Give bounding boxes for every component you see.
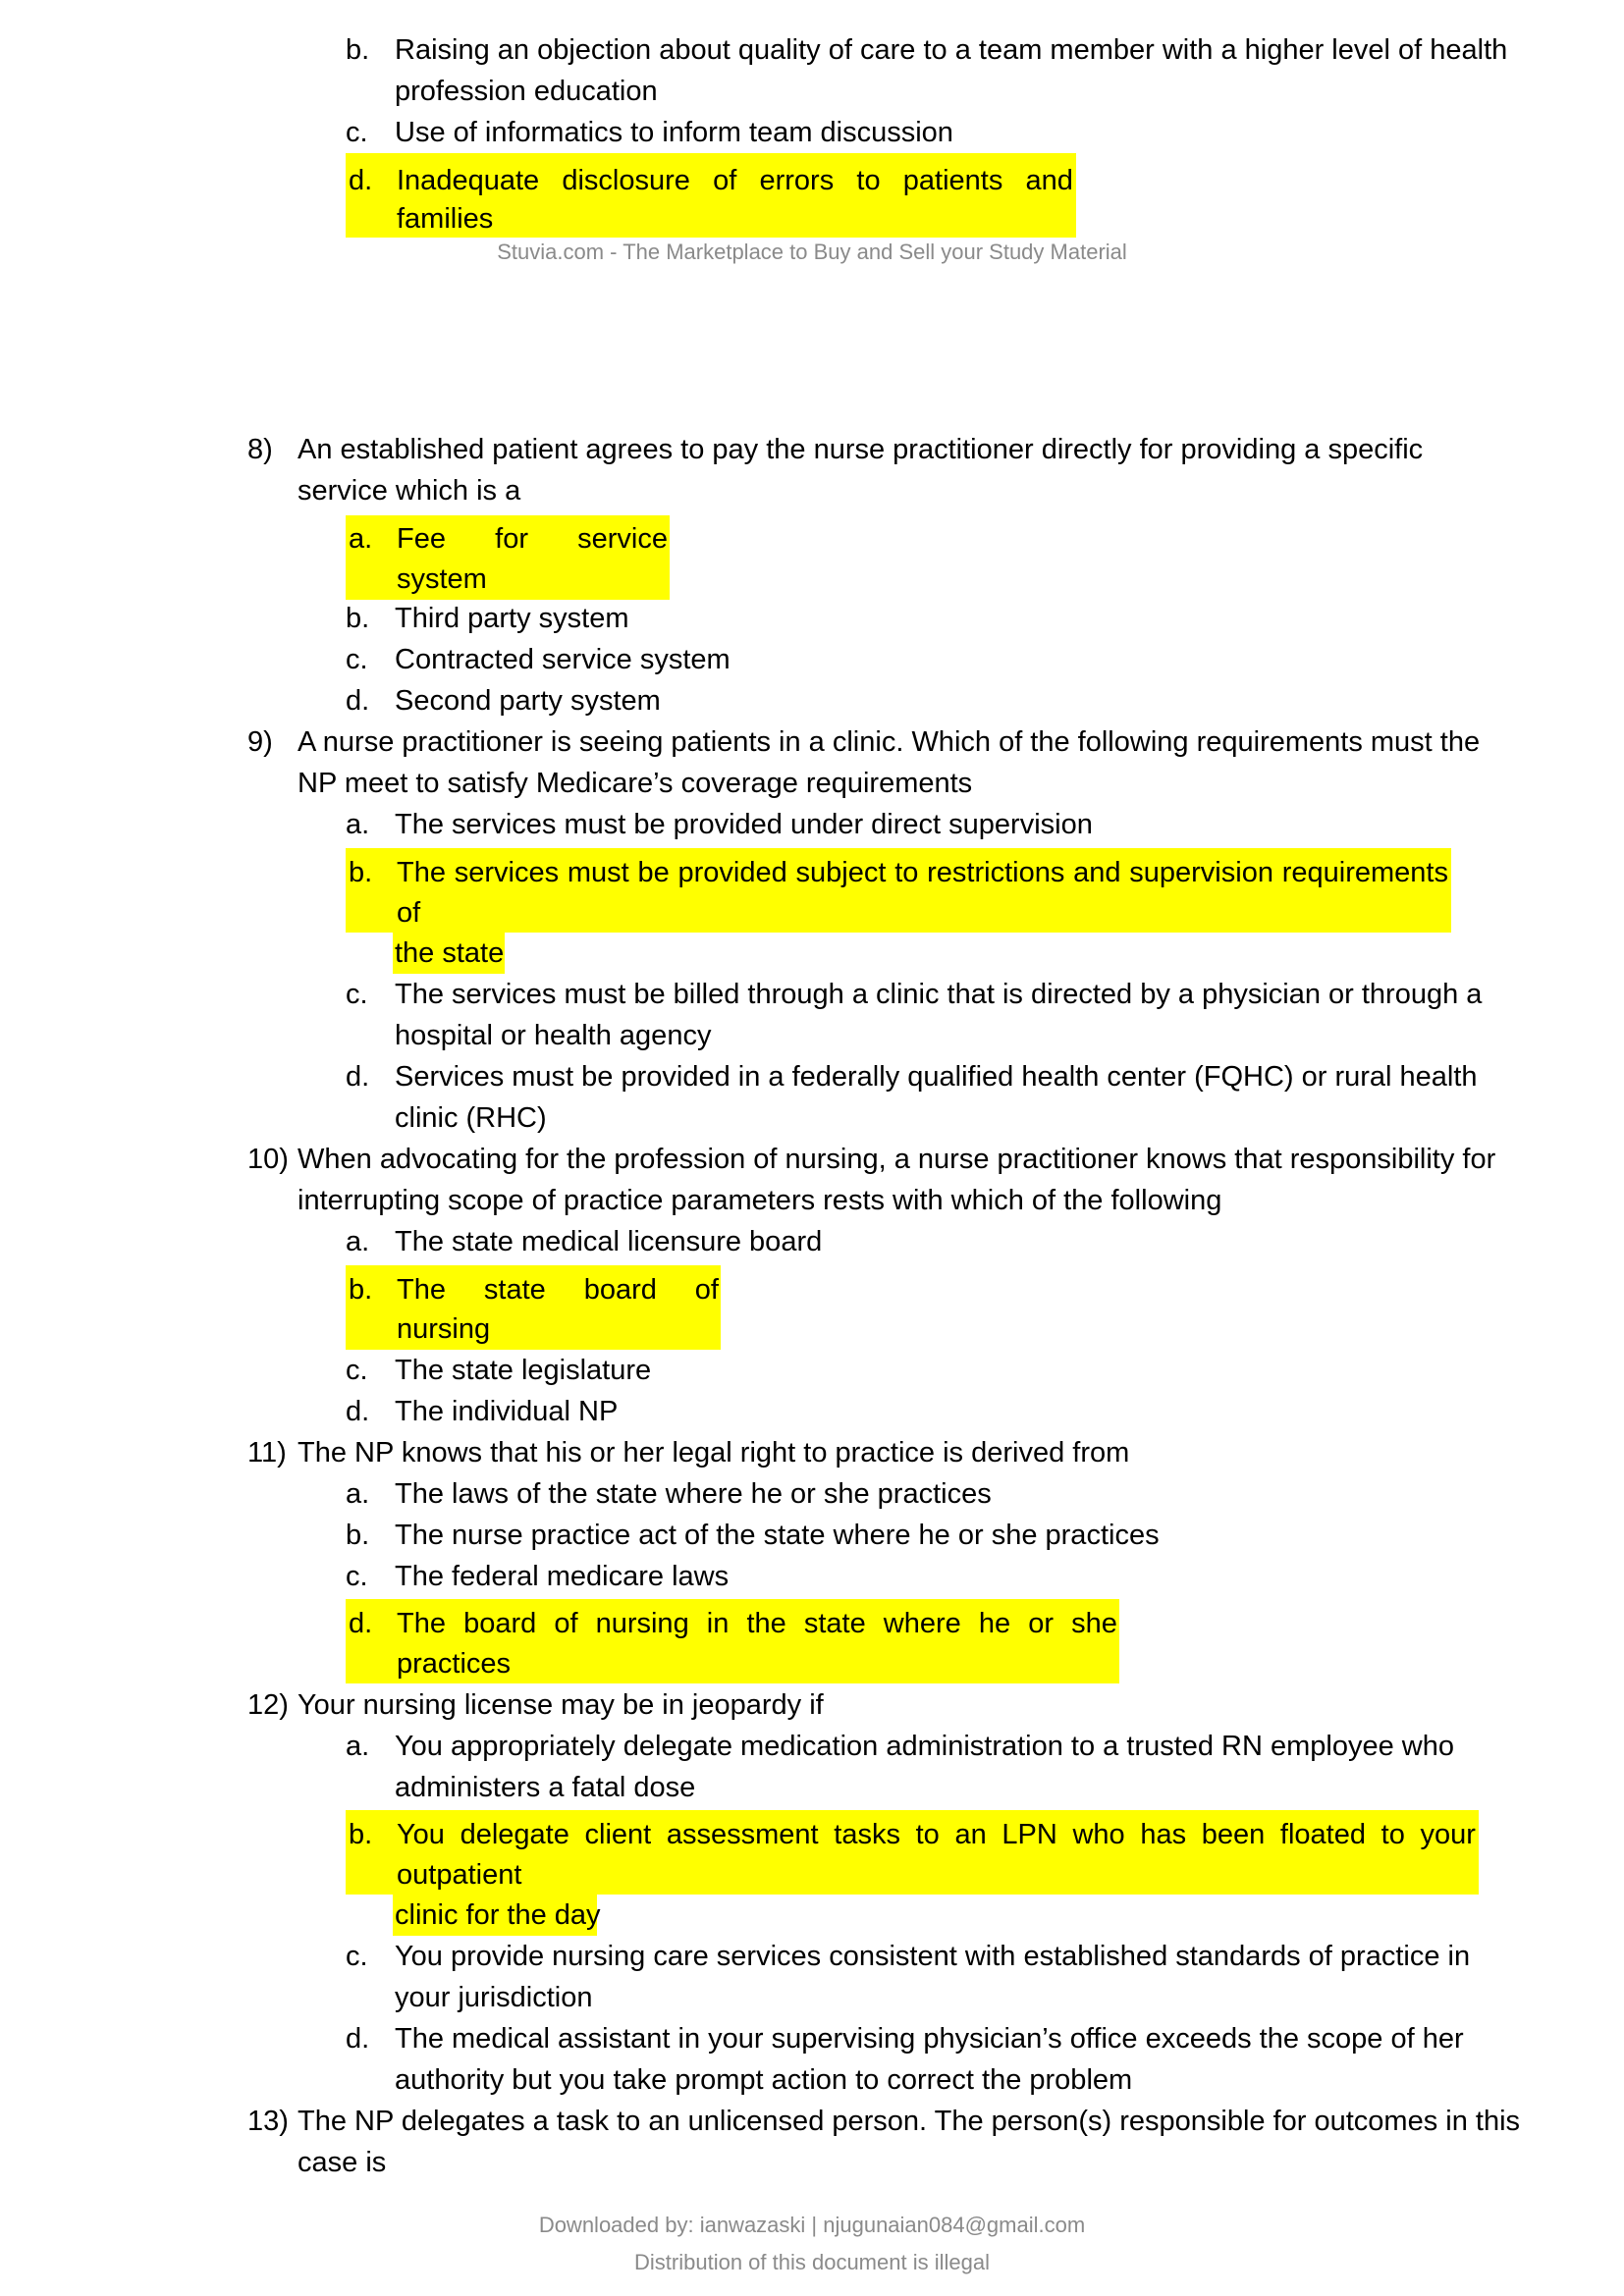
q9-b-w9: supervision [1129,857,1273,888]
q8-line1: An established patient agrees to pay the nurse practitioner directly for providing a specific [298,434,1424,465]
q10-b-w3: of [694,1274,719,1306]
q13-line1: The NP delegates a task to an unlicensed person. The person(s) responsible for outcomes in this [298,2106,1521,2137]
q7-d-w3: errors [759,165,835,196]
q9-c-letter: c. [346,979,368,1010]
q9-b-w7: restrictions [927,857,1065,888]
q7-d-w1: disclosure [562,165,690,196]
q9-b-w0: The [397,857,446,888]
q11-a-letter: a. [346,1478,370,1510]
q11-d-w10: she [1071,1608,1117,1639]
footer-downloaded-by: Downloaded by: ianwazaski | njugunaian084@gmail.com [538,2213,1086,2237]
q11-d-line1 [397,1603,1117,1644]
q12-d-line2: authority but you take prompt action to correct the problem [395,2064,1133,2096]
q7-c-text: Use of informatics to inform team discussion [395,117,953,148]
q9-a-letter: a. [346,809,370,840]
q8-number: 8) [247,434,273,465]
q9-b-w6: to [894,857,919,888]
q8-b-text: Third party system [395,603,629,634]
q9-line2: NP meet to satisfy Medicare’s coverage requirements [298,768,973,799]
q12-b-w7: LPN [1001,1819,1057,1850]
q12-a-letter: a. [346,1731,370,1762]
q11-number: 11) [247,1437,287,1468]
q9-b-w1: services [454,857,560,888]
q11-c-letter: c. [346,1561,368,1592]
q8-b-letter: b. [346,603,370,634]
q10-d-letter: d. [346,1396,370,1427]
q9-d-letter: d. [346,1061,370,1093]
q9-line1: A nurse practitioner is seeing patients in a clinic. Which of the following requirements must the [298,726,1481,758]
q12-b-w12: to [1380,1819,1405,1850]
q9-d-line1: Services must be provided in a federally qualified health center (FQHC) or rural health [395,1061,1478,1093]
q9-b-w10: requirements [1281,857,1448,888]
q9-b-w4: provided [677,857,787,888]
q12-d-line1: The medical assistant in your supervising physician’s office exceeds the scope of her [395,2023,1464,2055]
q12-b-line1 [397,1814,1476,1855]
q12-c-letter: c. [346,1941,368,1972]
q12-b-w1: delegate [460,1819,569,1850]
q12-b-w13: your [1420,1819,1476,1850]
q11-b-text: The nurse practice act of the state where he or she practices [395,1520,1160,1551]
q9-b-w5: subject [795,857,887,888]
q11-d-w0: The [397,1608,446,1639]
q9-b-line1 [397,852,1448,893]
q9-b-line2: of [397,897,421,929]
q8-c-text: Contracted service system [395,644,731,675]
q12-b-letter: b. [349,1819,373,1850]
q7-d-w5: patients [902,165,1003,196]
q12-number: 12) [247,1689,289,1721]
q9-b-letter: b. [349,857,373,888]
q9-b-line3: the state [395,937,505,969]
q10-d-text: The individual NP [395,1396,619,1427]
q10-c-text: The state legislature [395,1355,652,1386]
q11-d-w5: the [746,1608,786,1639]
q9-c-line2: hospital or health agency [395,1020,712,1051]
q10-b-letter: b. [349,1274,373,1306]
q7-d-w4: to [856,165,881,196]
q12-b-w3: assessment [666,1819,819,1850]
q8-a-line2: system [397,563,487,595]
q11-d-w7: where [883,1608,961,1639]
q8-a-w0: Fee [397,523,446,555]
q12-a-line2: administers a fatal dose [395,1772,696,1803]
q12-b-line2: outpatient [397,1859,522,1891]
q9-b-w3: be [637,857,670,888]
q12-c-line2: your jurisdiction [395,1982,593,2013]
q11-d-line2: practices [397,1648,512,1680]
q12-c-line1: You provide nursing care services consistent with established standards of practice in [395,1941,1471,1972]
q12-b-w10: been [1201,1819,1266,1850]
q7-d-w2: of [713,165,737,196]
q11-d-w9: or [1028,1608,1055,1639]
q10-a-letter: a. [346,1226,370,1257]
q8-d-text: Second party system [395,685,661,717]
q9-d-line2: clinic (RHC) [395,1102,547,1134]
q8-a-letter: a. [349,523,373,555]
q12-b-w9: has [1140,1819,1187,1850]
q10-b-w0: The [397,1274,446,1306]
q11-a-text: The laws of the state where he or she practices [395,1478,992,1510]
q7-d-line2: families [397,203,494,235]
q13-number: 13) [247,2106,289,2137]
q12-b-w0: You [397,1819,445,1850]
q11-b-letter: b. [346,1520,370,1551]
q9-number: 9) [247,726,273,758]
q11-d-letter: d. [349,1608,373,1639]
q8-c-letter: c. [346,644,368,675]
q12-b-w4: tasks [834,1819,900,1850]
q9-c-line1: The services must be billed through a clinic that is directed by a physician or through a [395,979,1483,1010]
q8-d-letter: d. [346,685,370,717]
q7-d-w0: Inadequate [397,165,540,196]
q7-b-letter: b. [346,34,370,66]
q11-d-w8: he [978,1608,1011,1639]
q12-b-w2: client [584,1819,652,1850]
q7-b-line1: Raising an objection about quality of care to a team member with a higher level of health [395,34,1508,66]
q12-line1: Your nursing license may be in jeopardy if [298,1689,824,1721]
q7-d-letter: d. [349,165,373,196]
q8-a-line1 [397,518,668,560]
q8-line2: service which is a [298,475,521,507]
q8-a-w2: service [577,523,668,555]
q12-d-letter: d. [346,2023,370,2055]
q10-line2: interrupting scope of practice parameters rests with which of the following [298,1185,1222,1216]
q10-a-text: The state medical licensure board [395,1226,823,1257]
q10-b-line1 [397,1269,719,1310]
q9-a-text: The services must be provided under direct supervision [395,809,1093,840]
q13-line2: case is [298,2147,387,2178]
q10-b-line2: nursing [397,1313,491,1345]
q12-b-w5: to [915,1819,940,1850]
footer-distribution-notice: Distribution of this document is illegal [634,2250,990,2274]
q11-c-text: The federal medicare laws [395,1561,730,1592]
q10-number: 10) [247,1144,289,1175]
stuvia-watermark: Stuvia.com - The Marketplace to Buy and Sell your Study Material [497,240,1127,264]
q7-b-line2: profession education [395,76,658,107]
q12-b-w6: an [954,1819,987,1850]
q11-line1: The NP knows that his or her legal right to practice is derived from [298,1437,1130,1468]
q11-d-w6: state [803,1608,866,1639]
q7-d-line1 [397,160,1073,201]
q7-d-w6: and [1025,165,1073,196]
q10-line1: When advocating for the profession of nursing, a nurse practitioner knows that responsibility for [298,1144,1496,1175]
q8-a-w1: for [495,523,528,555]
q11-d-w1: board [463,1608,537,1639]
q12-b-w8: who [1072,1819,1125,1850]
q12-a-line1: You appropriately delegate medication administration to a trusted RN employee who [395,1731,1455,1762]
q12-b-w11: floated [1279,1819,1366,1850]
q9-b-w8: and [1073,857,1121,888]
q11-d-w3: nursing [595,1608,689,1639]
q12-b-line3: clinic for the day [395,1899,601,1931]
q7-c-letter: c. [346,117,368,148]
q11-d-w2: of [554,1608,578,1639]
q10-b-w2: board [583,1274,657,1306]
q10-b-w1: state [483,1274,546,1306]
q10-c-letter: c. [346,1355,368,1386]
q9-b-w2: must [567,857,629,888]
q11-d-w4: in [706,1608,730,1639]
